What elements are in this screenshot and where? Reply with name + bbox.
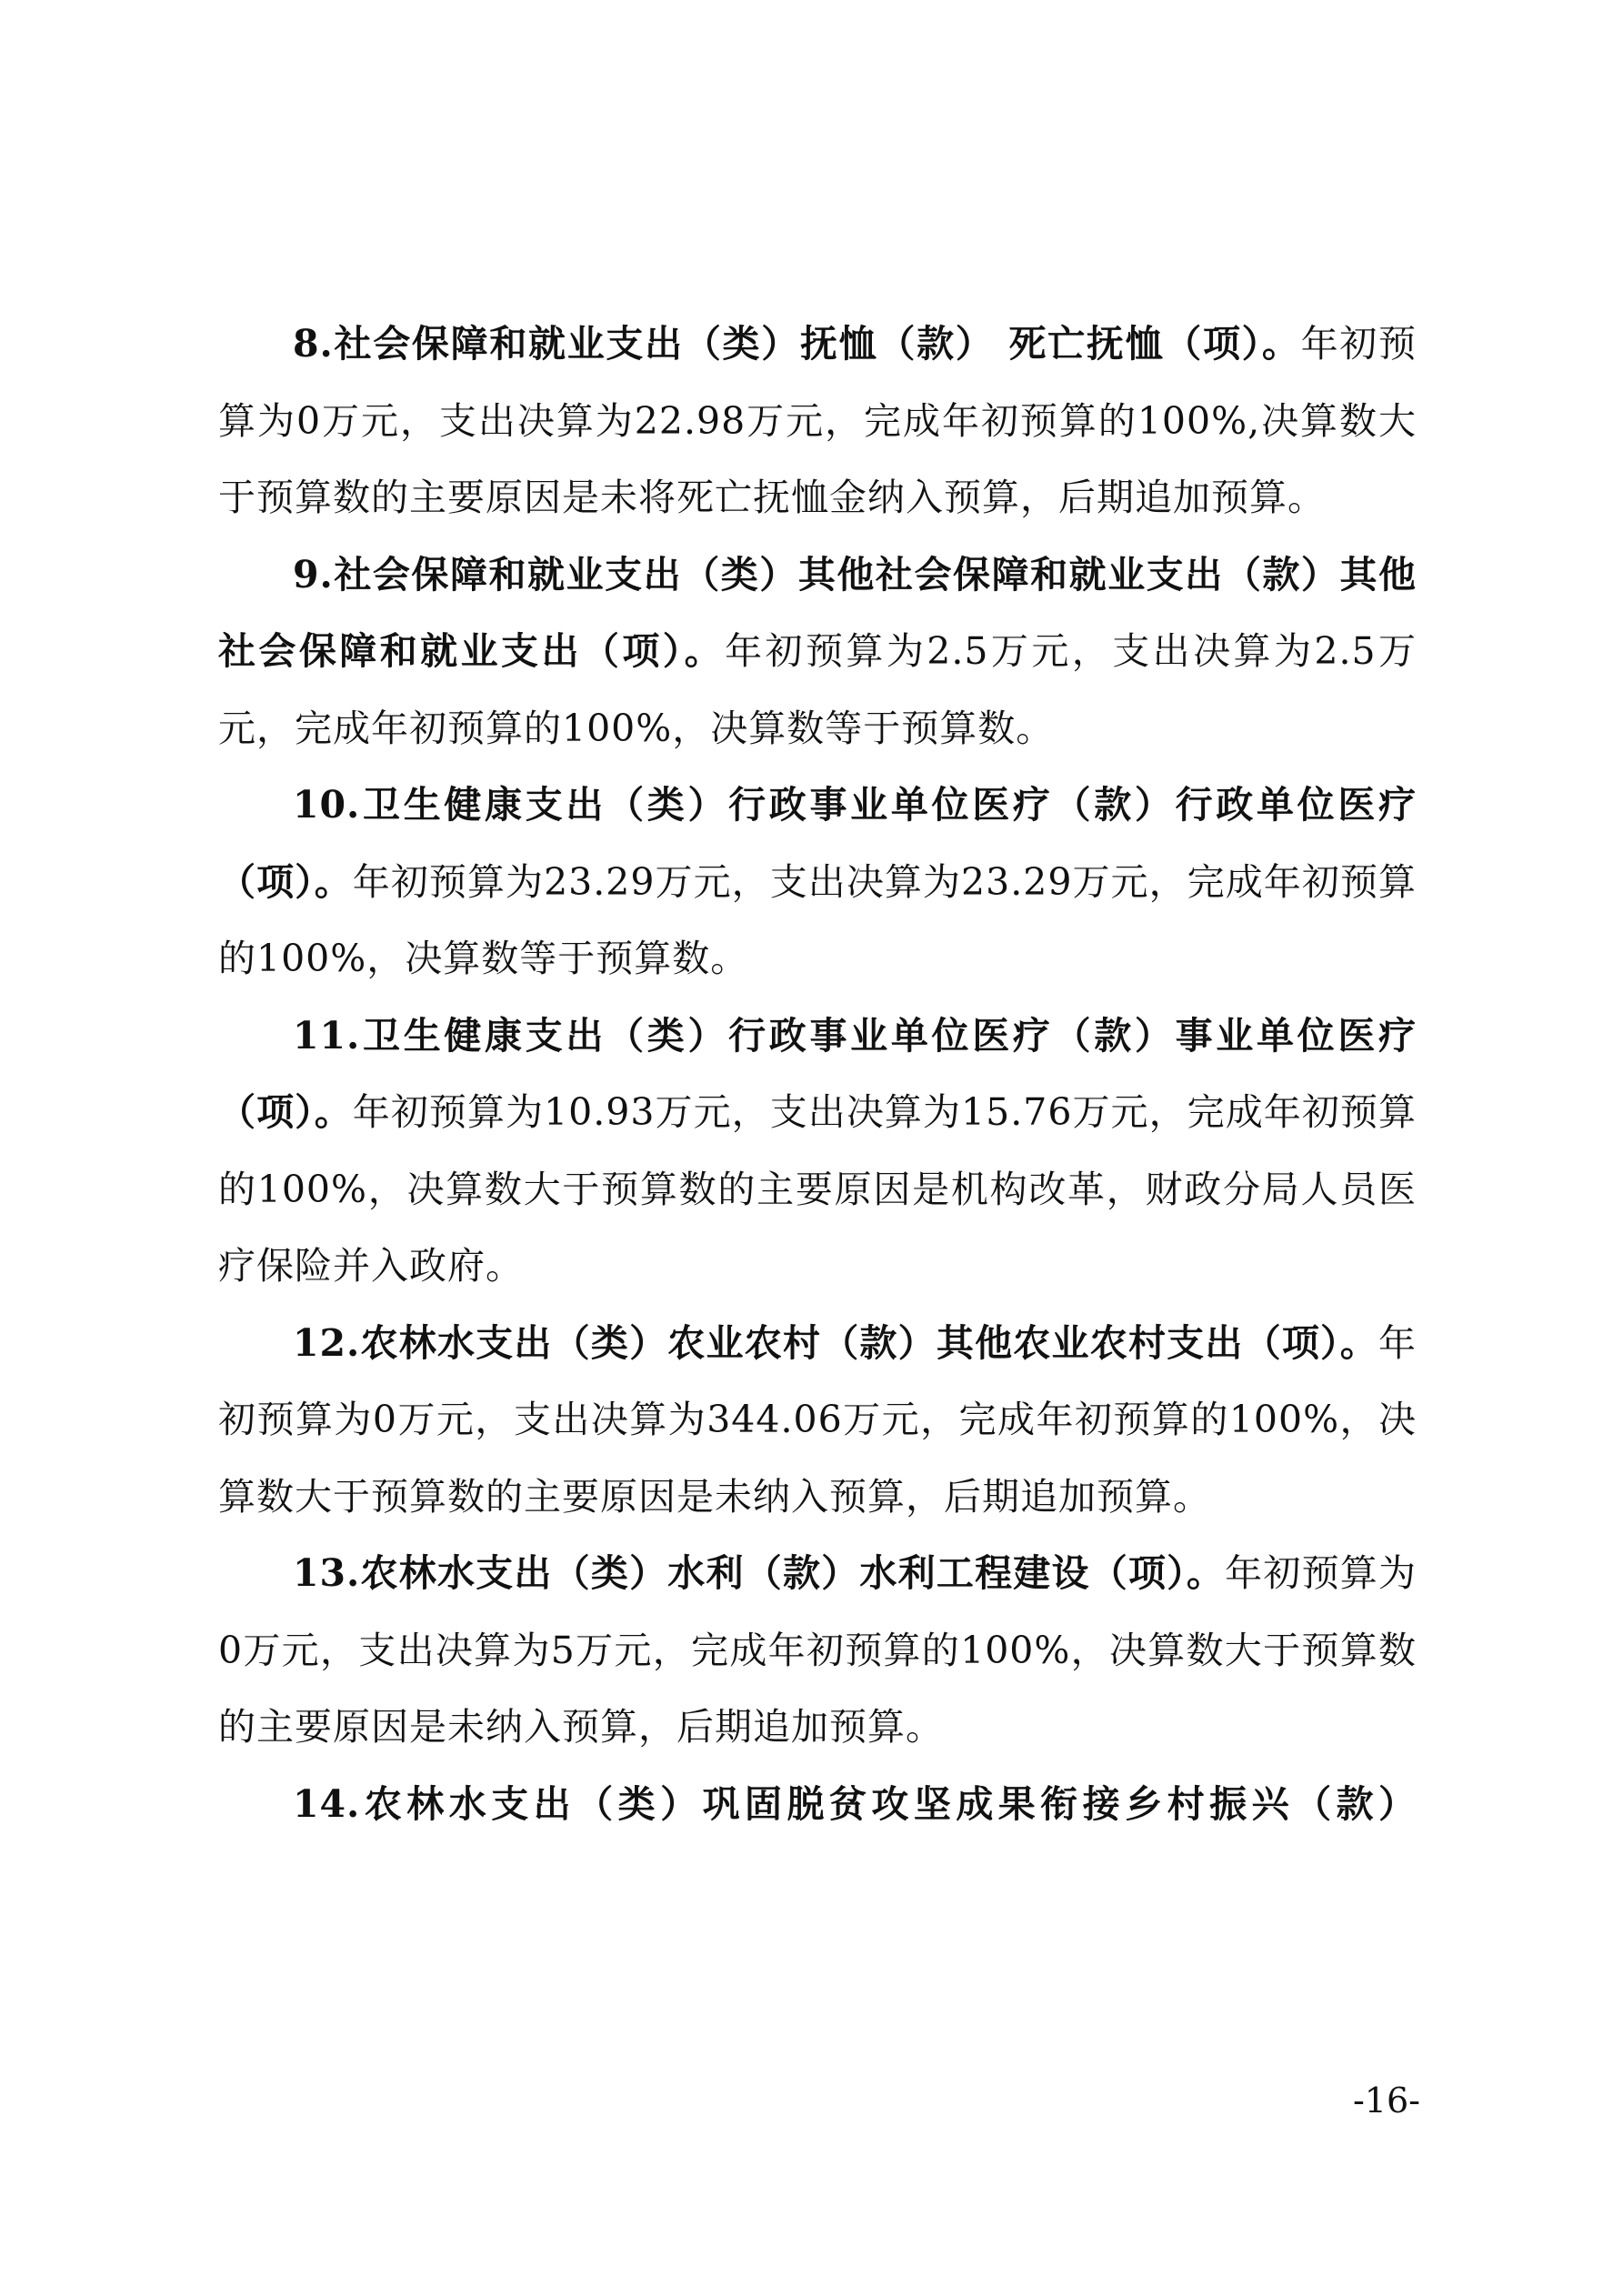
paragraph-heading: 11.卫生健康支出（类）行政事业单位医疗（款）事业单位医疗（项）。 bbox=[218, 1013, 1417, 1134]
paragraph-heading: 12.农林水支出（类）农业农村（款）其他农业农村支出（项）。 bbox=[293, 1320, 1378, 1365]
paragraph-heading: 14.农林水支出（类）巩固脱贫攻坚成果衔接乡村振兴（款） bbox=[293, 1781, 1417, 1826]
paragraph-body: 年初预算为0万元，支出决算为5万元，完成年初预算的100%，决算数大于预算数的主要原因是未纳入预算，后期追加预算。 bbox=[218, 1551, 1418, 1749]
paragraph-body: 年初预算为2.5万元，支出决算为2.5万元，完成年初预算的100%，决算数等于预算数。 bbox=[218, 629, 1418, 750]
paragraph-body: 年初预算为10.93万元，支出决算为15.76万元，完成年初预算的100%，决算数大于预算数的主要原因是机构改革，财政分局人员医疗保险并入政府。 bbox=[218, 1090, 1418, 1288]
paragraph-body: 年初预算为23.29万元，支出决算为23.29万元，完成年初预算的100%，决算数等于预算数。 bbox=[218, 859, 1418, 980]
page-number: -16- bbox=[1352, 2080, 1421, 2121]
paragraph-8 bbox=[218, 306, 1417, 536]
paragraph-14 bbox=[218, 1766, 1417, 1843]
paragraph-heading: 10.卫生健康支出（类）行政事业单位医疗（款）行政单位医疗（项）。 bbox=[218, 783, 1417, 904]
paragraph-heading: 9.社会保障和就业支出（类）其他社会保障和就业支出（款）其他社会保障和就业支出（项）。 bbox=[218, 552, 1417, 673]
paragraph-11 bbox=[218, 998, 1417, 1305]
paragraph-9 bbox=[218, 536, 1417, 767]
paragraph-13 bbox=[218, 1535, 1417, 1766]
paragraph-body: 年初预算为0万元，支出决算为344.06万元，完成年初预算的100%，决算数大于预算数的主要原因是未纳入预算，后期追加预算。 bbox=[218, 1320, 1417, 1519]
paragraph-body: 年初预算为0万元，支出决算为22.98万元，完成年初预算的100%,决算数大于预算数的主要原因是未将死亡抚恤金纳入预算，后期追加预算。 bbox=[218, 322, 1418, 519]
paragraph-heading: 13.农林水支出（类）水利（款）水利工程建设（项）。 bbox=[293, 1551, 1226, 1595]
paragraph-12 bbox=[218, 1305, 1417, 1536]
document-page bbox=[218, 306, 1417, 1842]
paragraph-heading: 8.社会保障和就业支出（类）抚恤（款） 死亡抚恤（项）。 bbox=[293, 322, 1301, 366]
paragraph-10 bbox=[218, 767, 1417, 998]
